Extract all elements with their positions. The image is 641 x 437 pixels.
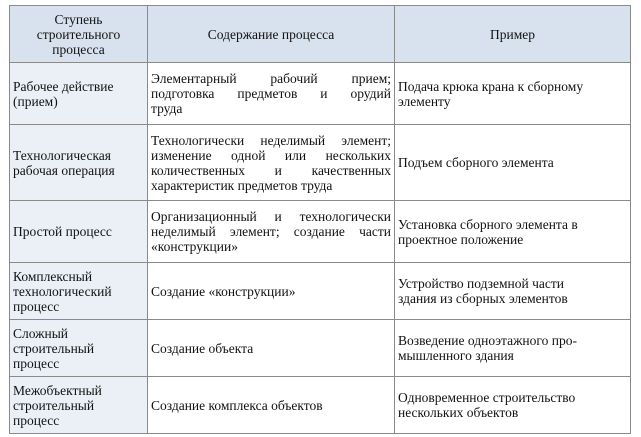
example-line: Подъем сборного элемента <box>398 155 554 170</box>
table-row <box>10 320 631 377</box>
table-row <box>10 63 631 125</box>
header-example <box>395 6 631 63</box>
example-cell <box>395 201 631 263</box>
content-line: неделимый элемент; создание части <box>151 224 391 239</box>
content-line: «конструкции» <box>151 239 238 254</box>
example-line: Одновременное строительство <box>398 390 576 405</box>
table-row <box>10 125 631 201</box>
example-line: элементу <box>398 93 451 109</box>
content-line: Элементарный рабочий прием; <box>151 71 391 86</box>
stage-line: технологический <box>13 283 112 299</box>
stage-line: Технологическая <box>13 147 112 163</box>
example-cell <box>395 377 631 434</box>
table-row <box>10 263 631 320</box>
example-line: Устройство подземной части <box>398 276 564 291</box>
stage-line: процесс <box>13 355 60 371</box>
example-line: Подача крюка крана к сборному <box>398 78 584 94</box>
content-line: подготовка предметов и орудий <box>151 86 391 101</box>
stage-line: процесс <box>13 298 60 314</box>
content-line: Создание комплекса объектов <box>151 397 323 413</box>
example-line: проектное положение <box>398 231 524 247</box>
content-line: труда <box>151 101 183 116</box>
stage-cell <box>10 125 148 201</box>
stage-line: строительный <box>13 340 95 356</box>
process-stages-table <box>9 5 631 434</box>
content-line: изменение одной или нескольких <box>151 147 391 163</box>
content-line: Создание «конструкции» <box>151 283 296 299</box>
stage-cell <box>10 201 148 263</box>
content-line: Технологически неделимый элемент; <box>151 132 391 148</box>
stage-cell <box>10 320 148 377</box>
content-cell <box>148 63 395 125</box>
table-row <box>10 201 631 263</box>
example-line: Возведение одноэтажного про- <box>398 333 577 348</box>
example-line: нескольких объектов <box>398 405 519 420</box>
example-line: мышленного здания <box>398 348 514 363</box>
example-line: здания из сборных элементов <box>398 291 568 306</box>
content-cell <box>148 263 395 320</box>
content-line: количественных и качественных <box>151 162 391 178</box>
stage-line: рабочая операция <box>13 162 115 178</box>
header-line: процесса <box>52 41 105 57</box>
stage-line: Сложный <box>13 325 69 341</box>
content-line: Создание объекта <box>151 340 254 356</box>
header-line: строительного <box>36 26 121 42</box>
example-cell <box>395 263 631 320</box>
content-line: характеристик предметов труда <box>151 177 333 193</box>
stage-line: Межобъектный <box>13 382 102 398</box>
stage-line: строительный <box>13 397 95 413</box>
example-cell <box>395 63 631 125</box>
stage-cell <box>10 377 148 434</box>
example-cell <box>395 125 631 201</box>
header-line: Пример <box>489 26 535 42</box>
stage-line: Рабочее действие <box>13 78 114 94</box>
header-row <box>10 6 631 63</box>
table-row <box>10 377 631 434</box>
stage-cell <box>10 63 148 125</box>
content-cell <box>148 201 395 263</box>
header-line: Ступень <box>54 11 103 27</box>
stage-line: Простой процесс <box>13 224 112 239</box>
header-content <box>148 6 395 63</box>
example-line: Установка сборного элемента в <box>398 216 578 232</box>
stage-line: (прием) <box>13 93 58 109</box>
content-cell <box>148 377 395 434</box>
example-cell <box>395 320 631 377</box>
content-cell <box>148 320 395 377</box>
content-line: Организационный и технологически <box>151 209 391 224</box>
stage-cell <box>10 263 148 320</box>
stage-line: процесс <box>13 412 60 428</box>
content-cell <box>148 125 395 201</box>
header-line: Содержание процесса <box>207 26 335 42</box>
stage-line: Комплексный <box>13 268 93 284</box>
header-stage <box>10 6 148 63</box>
